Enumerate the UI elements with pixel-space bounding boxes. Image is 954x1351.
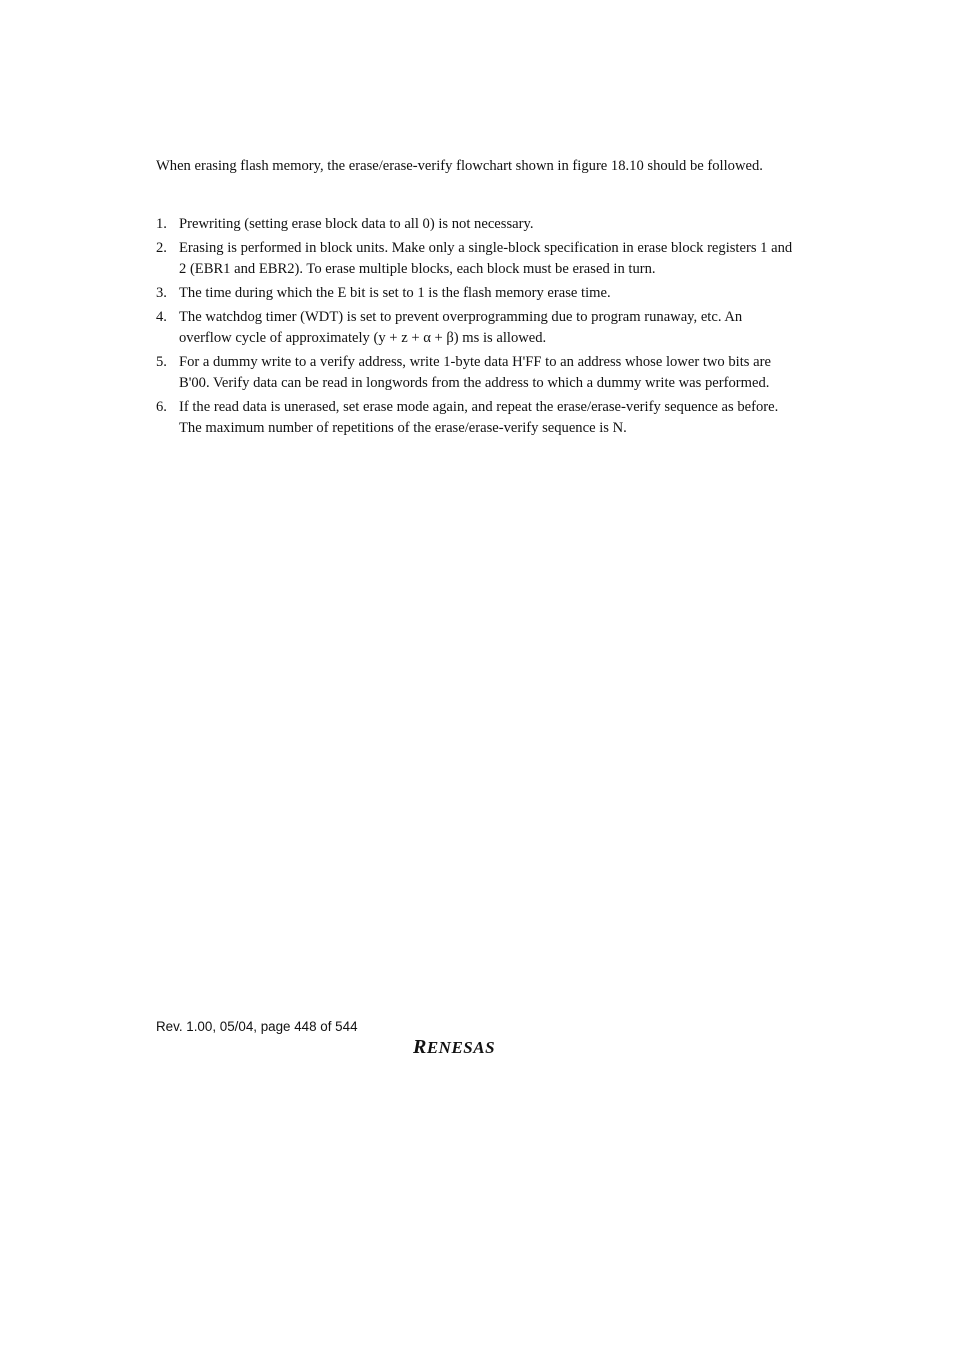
list-item: [156, 352, 796, 394]
step-number: 5.: [156, 354, 167, 370]
step-number: 6.: [156, 399, 167, 415]
step-text: The time during which the E bit is set to 1 is the flash memory erase time.: [179, 285, 611, 301]
step-text: The watchdog timer (WDT) is set to prevent overprogramming due to program runaway, etc. An overflow cycle of approximately (y + z + α + β) ms is allowed.: [179, 309, 743, 346]
step-text: If the read data is unerased, set erase mode again, and repeat the erase/erase-verify sequence as before. The maximum number of repetitions of the erase/erase-verify sequence is N.: [179, 399, 779, 436]
steps-list: [156, 214, 796, 442]
list-item: [156, 397, 796, 439]
list-item: [156, 307, 796, 349]
list-item: [156, 283, 796, 304]
page-footer: Rev. 1.00, 05/04, page 448 of 544: [156, 1019, 358, 1034]
step-number: 4.: [156, 309, 167, 325]
logo-rest: ENESAS: [426, 1038, 496, 1057]
list-item: [156, 238, 796, 280]
step-number: 1.: [156, 216, 167, 232]
list-item: [156, 214, 796, 235]
logo-initial: R: [413, 1036, 427, 1058]
step-number: 2.: [156, 240, 167, 256]
renesas-logo: [413, 1036, 495, 1059]
step-text: Erasing is performed in block units. Make only a single-block specification in erase block registers 1 and 2 (EBR1 and EBR2). To erase multiple blocks, each block must be erased in turn.: [179, 240, 793, 277]
step-number: 3.: [156, 285, 167, 301]
step-text: Prewriting (setting erase block data to all 0) is not necessary.: [179, 216, 534, 232]
intro-paragraph: When erasing flash memory, the erase/erase-verify flowchart shown in figure 18.10 should be followed.: [156, 158, 763, 174]
step-text: For a dummy write to a verify address, write 1-byte data H'FF to an address whose lower two bits are B'00. Verify data can be read in longwords from the address to which a dummy write was performed.: [179, 354, 771, 391]
